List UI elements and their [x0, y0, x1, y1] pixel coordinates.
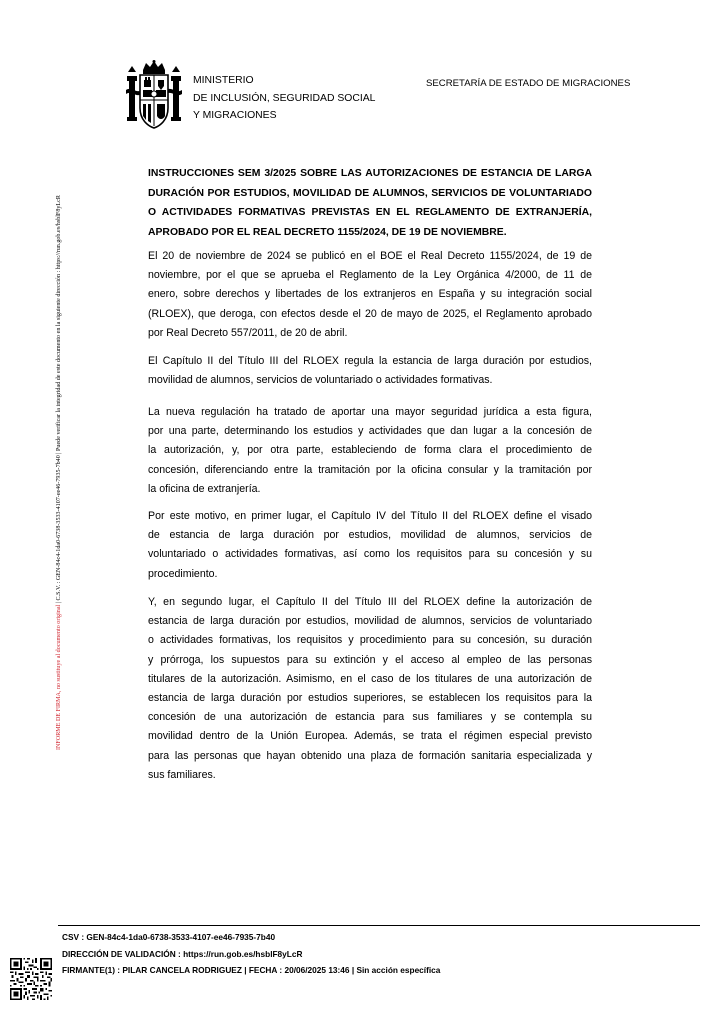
- paragraph-line: voluntariado o actividades formativas, así como los requisitos para su concesión y su: [148, 548, 592, 561]
- document-title: [148, 164, 592, 242]
- title-line: O ACTIVIDADES FORMATIVAS PREVISTAS EN EL REGLAMENTO DE EXTRANJERÍA,: [148, 207, 592, 219]
- paragraph-line: movilidad dentro de la Unión Europea. Además, se trata el régimen especial previsto: [148, 730, 592, 743]
- secretaria-name: SECRETARÍA DE ESTADO DE MIGRACIONES: [426, 78, 631, 89]
- paragraph-line: concesión, diferenciando entre la tramitación por la oficina consular y la tramitación por: [148, 463, 592, 476]
- title-line: INSTRUCCIONES SEM 3/2025 SOBRE LAS AUTORIZACIONES DE ESTANCIA DE LARGA: [148, 168, 592, 179]
- paragraph-line: (RLOEX), que deroga, con efectos desde el 20 de mayo de 2025, el Reglamento aprobado: [148, 307, 592, 320]
- signature-footer: [62, 929, 440, 979]
- coat-of-arms-icon: [126, 60, 182, 132]
- paragraph-line: sus familiares.: [148, 768, 216, 781]
- paragraph-line: estancia de larga duración por estudios superiores, se establecen los requisitos para la: [148, 692, 592, 705]
- paragraph-3: [148, 403, 592, 499]
- paragraph-line: El Capítulo II del Título III del RLOEX regula la estancia de larga duración por estudios,: [148, 355, 592, 367]
- paragraph-line: por Real Decreto 557/2011, de 20 de abril.: [148, 326, 348, 339]
- paragraph-line: Y, en segundo lugar, el Capítulo II del Título III del RLOEX define la autorización de: [148, 596, 592, 608]
- paragraph-line: o actividades formativas, los requisitos y procedimiento para su concesión, su duración: [148, 634, 592, 647]
- paragraph-line: concesión de una autorización de estancia para sus familiares y se contempla su: [148, 711, 592, 724]
- paragraph-line: movilidad de alumnos, servicios de voluntariado o actividades formativas.: [148, 374, 493, 387]
- paragraph-5: [148, 593, 592, 785]
- paragraph-line: la autorización, y, por otra parte, estableciendo de forma clara el procedimiento de: [148, 444, 592, 457]
- footer-csv: CSV : GEN-84c4-1da0-6738-3533-4107-ee46-7935-7b40: [62, 932, 276, 942]
- paragraph-line: estancia de larga duración por estudios, movilidad de alumnos, servicios de voluntariado: [148, 615, 592, 628]
- qr-code-icon: [10, 958, 52, 1000]
- title-line: DURACIÓN POR ESTUDIOS, MOVILIDAD DE ALUMNOS, SERVICIOS DE VOLUNTARIADO: [148, 187, 592, 199]
- paragraph-line: por una parte, determinando los estudios y actividades que dan lugar a la concesión de: [148, 425, 592, 438]
- side-stamp: [49, 70, 73, 750]
- footer-divider: [58, 925, 700, 926]
- ministry-line: MINISTERIO: [193, 75, 254, 86]
- paragraph-2: [148, 352, 592, 390]
- paragraph-line: para las personas que hayan obtenido una plaza de formación sanitaria especializada y: [148, 749, 592, 762]
- paragraph-4: [148, 507, 592, 584]
- paragraph-line: procedimiento.: [148, 567, 218, 580]
- ministry-name: [193, 72, 375, 125]
- paragraph-line: El 20 de noviembre de 2024 se publicó en el BOE el Real Decreto 1155/2024, de 19 de: [148, 250, 592, 262]
- side-stamp-csv-text: | C.S.V. : GEN-84c4-1da0-6738-3533-4107-ee46-7935-7b40 | Puede verificar la integridad de este documento en la siguiente dirección : https://run.gob.es/hsblF8yLcR: [56, 195, 62, 605]
- footer-signer: FIRMANTE(1) : PILAR CANCELA RODRIGUEZ | FECHA : 20/06/2025 13:46 | Sin acción específica: [62, 965, 441, 975]
- footer-validation-url[interactable]: DIRECCIÓN DE VALIDACIÓN : https://run.gob.es/hsblF8yLcR: [62, 948, 303, 959]
- side-stamp-red-text: INFORME DE FIRMA, no sustituye al documento original: [56, 604, 62, 750]
- paragraph-line: de estancia de larga duración por estudios, movilidad de alumnos, servicios de: [148, 529, 592, 542]
- paragraph-line: La nueva regulación ha tratado de aportar una mayor seguridad jurídica a esta figura,: [148, 406, 592, 418]
- ministry-line: DE INCLUSIÓN, SEGURIDAD SOCIAL: [193, 92, 376, 104]
- ministry-line: Y MIGRACIONES: [193, 110, 277, 121]
- paragraph-line: titulares de la autorización. Asimismo, en el caso de los titulares de una autorización de: [148, 672, 592, 685]
- paragraph-1: [148, 247, 592, 343]
- paragraph-line: la oficina de extranjería.: [148, 482, 261, 495]
- paragraph-line: Por este motivo, en primer lugar, el Capítulo IV del Título II del RLOEX define el visado: [148, 510, 592, 522]
- paragraph-line: noviembre, por el que se aprueba el Reglamento de la Ley Orgánica 4/2000, de 11 de: [148, 269, 592, 282]
- paragraph-line: y prórroga, los supuestos para su extinción y el acceso al empleo de las personas: [148, 653, 592, 666]
- title-line: APROBADO POR EL REAL DECRETO 1155/2024, DE 19 DE NOVIEMBRE.: [148, 226, 507, 238]
- paragraph-line: enero, sobre derechos y libertades de los extranjeros en España y su integración social: [148, 288, 592, 301]
